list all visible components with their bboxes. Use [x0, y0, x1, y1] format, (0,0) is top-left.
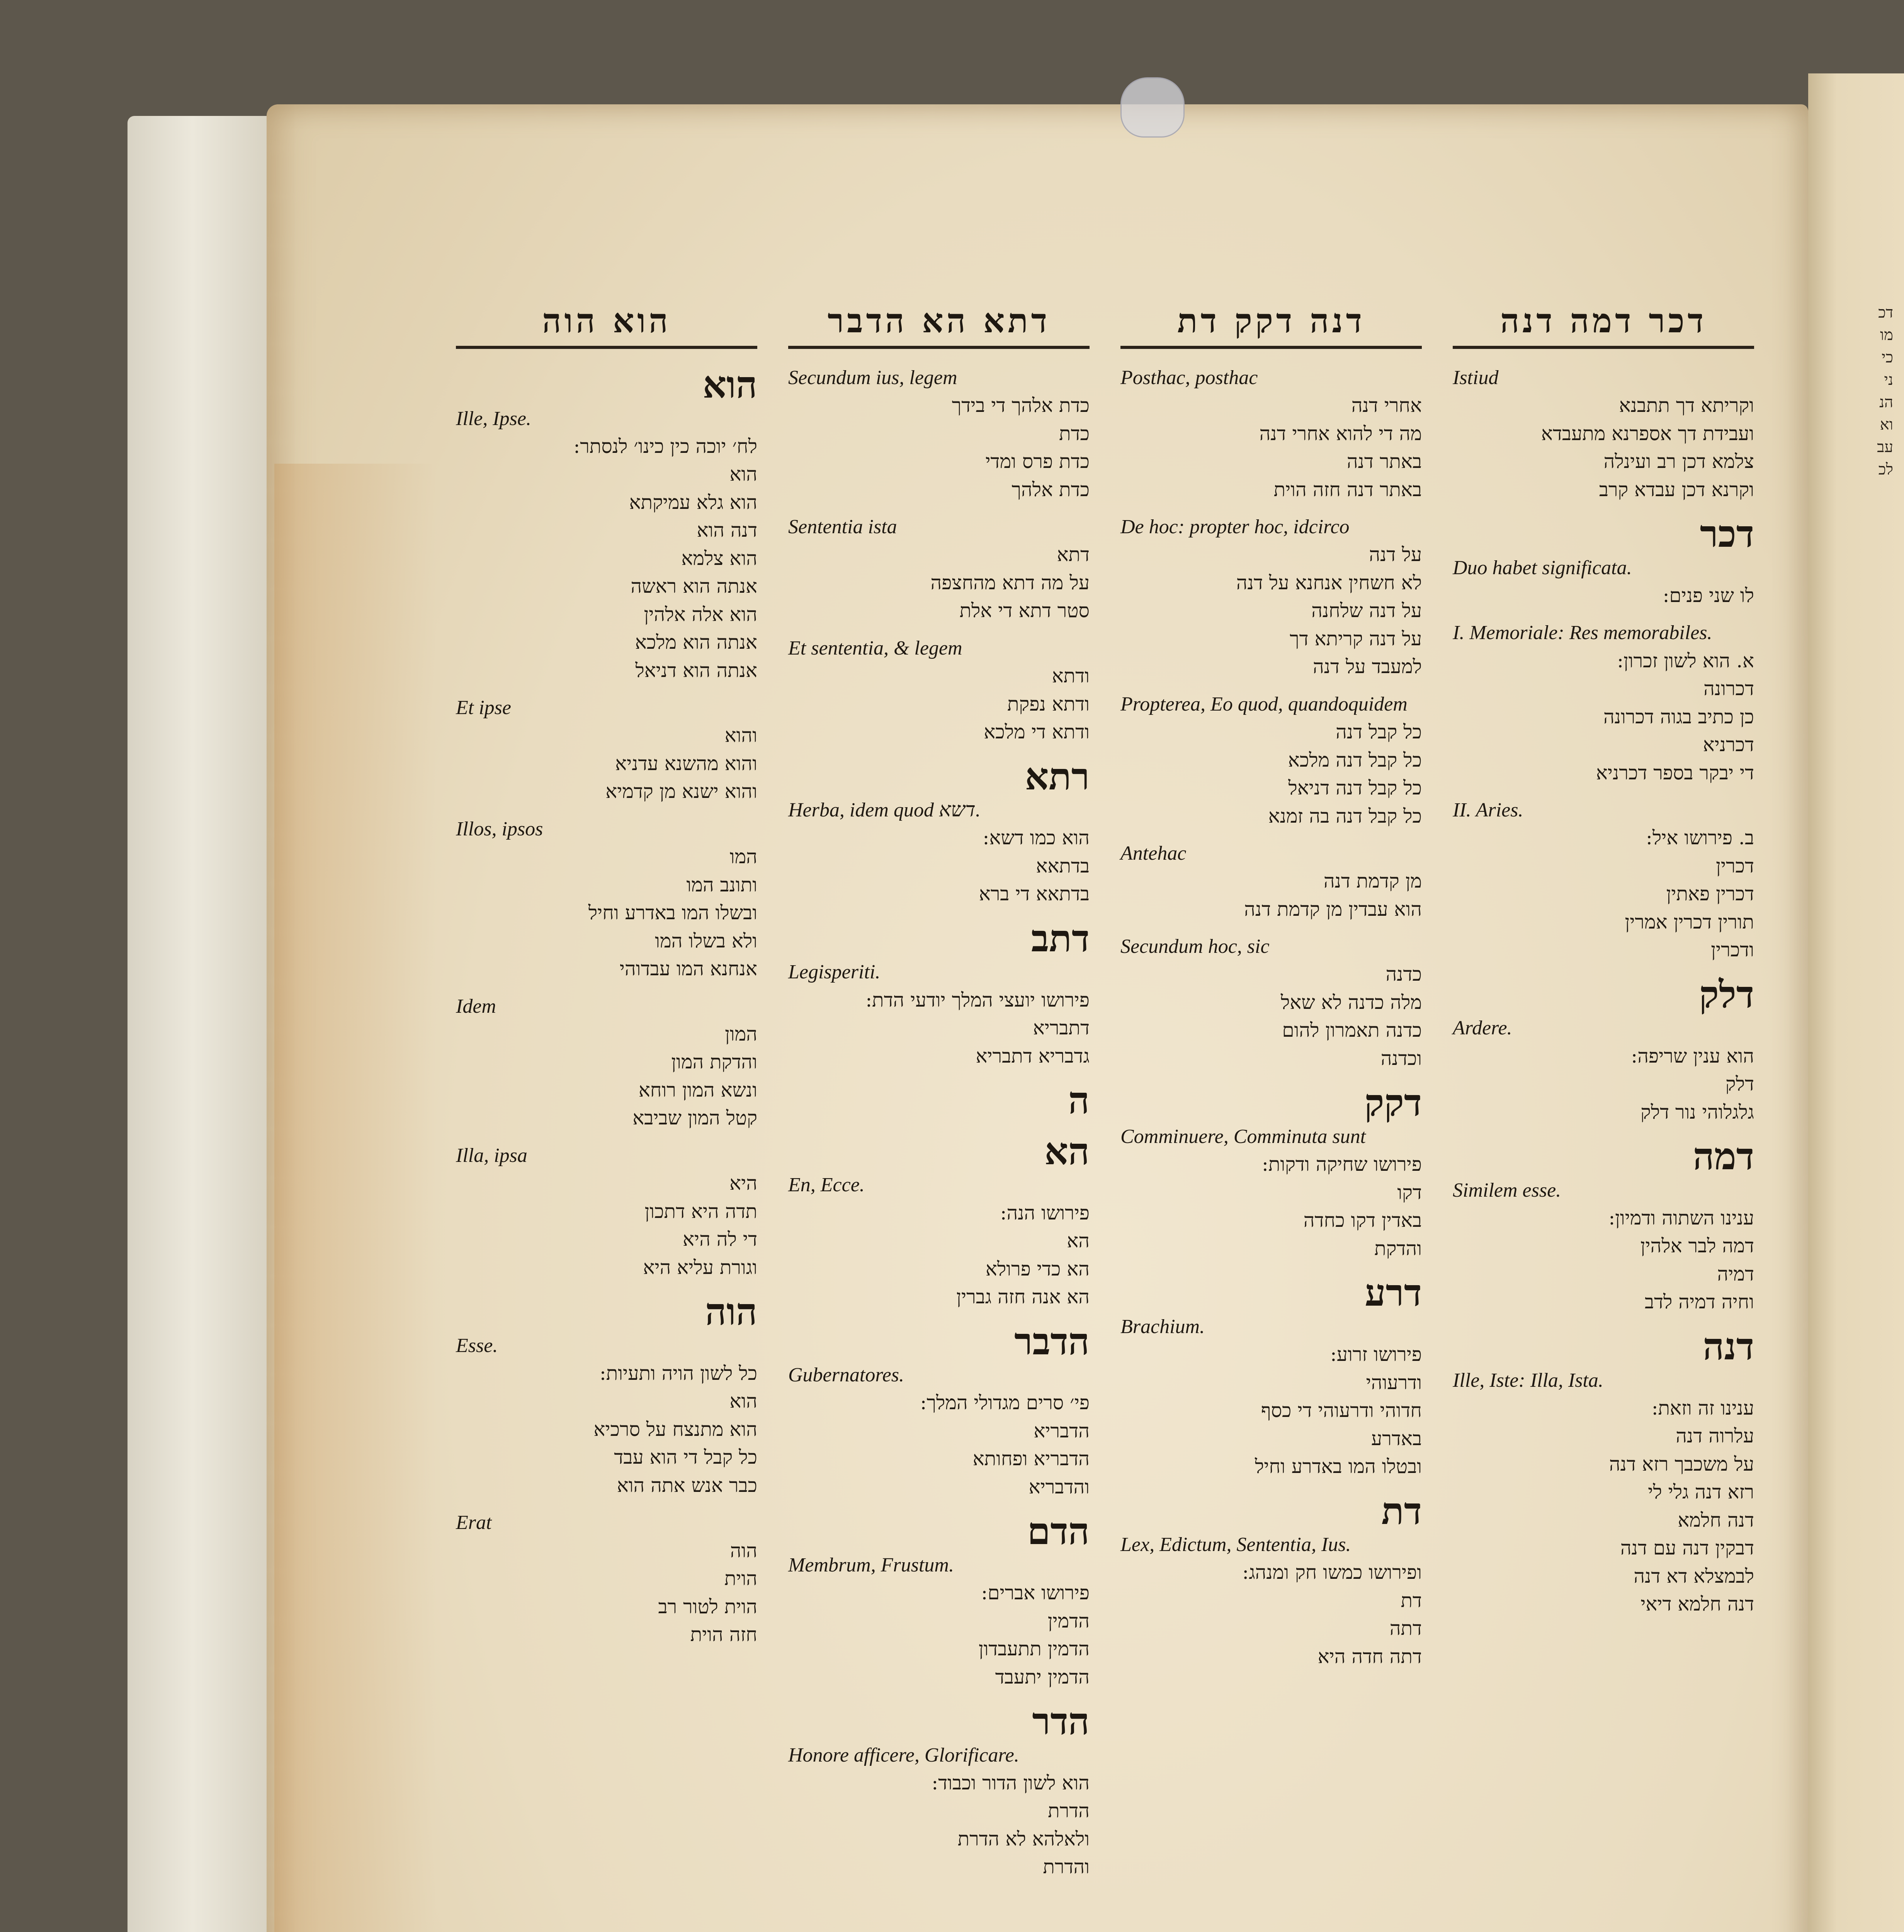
entry-line: פירושו אברים:	[981, 1582, 1090, 1604]
entry-line: תדה היא דתכון	[644, 1200, 757, 1223]
dictionary-entry	[788, 1080, 1090, 1121]
latin-gloss: Erat	[456, 1512, 492, 1534]
entry-line: דכרין פאתין	[1666, 883, 1754, 905]
entry-line: ובטלו המו באדרע וחיל	[1255, 1455, 1422, 1478]
entry-line: באדרע	[1371, 1427, 1422, 1450]
entry-line: כל לשון הויה ותעיות:	[599, 1362, 757, 1384]
entry-line: כבר אנש אתה הוא	[617, 1474, 757, 1497]
dictionary-entry	[788, 756, 1090, 908]
entry-line: הא אנה חזה גברין	[956, 1286, 1090, 1308]
facing-line: הנ	[1879, 393, 1893, 411]
latin-gloss: II. Aries.	[1453, 799, 1523, 821]
entry-line: קטל המון שביבא	[632, 1107, 757, 1129]
entry-line: אנתה הוא ראשה	[631, 575, 757, 598]
entry-line: דמה לבר אלהין	[1640, 1235, 1754, 1257]
entry-line: כל קבל דנה בה זמנא	[1268, 804, 1422, 827]
facing-line: וא	[1880, 416, 1893, 434]
latin-gloss: Istiud	[1453, 367, 1499, 389]
entry-line: בדתאא די ברא	[979, 883, 1090, 905]
entry-line: ענינו השתוה ודמיון:	[1608, 1206, 1754, 1229]
entry-line: וגורת עליא היא	[643, 1256, 757, 1279]
headword: דמה	[1693, 1134, 1754, 1179]
latin-gloss: Lex, Edictum, Sententia, Ius.	[1120, 1534, 1351, 1556]
latin-gloss: Sententia ista	[788, 516, 897, 538]
dictionary-entry	[1120, 933, 1422, 1072]
entry-line: פירושו שחיקה ודקות:	[1262, 1153, 1422, 1176]
dictionary-entry	[1453, 364, 1754, 503]
entry-line: באתר דנה	[1346, 450, 1422, 473]
entry-line: דלק	[1725, 1073, 1754, 1095]
entry-line: למעבד על דנה	[1312, 655, 1422, 678]
entry-line: סטר דתא די אלת	[959, 599, 1090, 622]
latin-gloss: Duo habet significata.	[1453, 556, 1632, 579]
entry-line: על דנה שלחנה	[1311, 599, 1422, 622]
entry-line: לבמצלא דא דנה	[1634, 1565, 1754, 1587]
latin-gloss: Illos, ipsos	[456, 818, 543, 840]
latin-gloss: Idem	[456, 995, 496, 1017]
dictionary-entry	[788, 1701, 1090, 1881]
entry-line: דתה	[1389, 1617, 1422, 1640]
entry-line: ולאלהא לא הדרת	[957, 1827, 1090, 1850]
entry-line: כל קבל דנה מלכא	[1288, 748, 1422, 771]
dictionary-entry	[788, 514, 1090, 625]
latin-gloss: Ardere.	[1453, 1017, 1512, 1039]
entry-line: דנה חלמא	[1678, 1509, 1754, 1531]
entry-line: וכדנה	[1380, 1047, 1422, 1070]
entry-line: הוא מתנצח על סרכיא	[593, 1418, 757, 1440]
entry-line: אנתה הוא מלכא	[635, 631, 757, 654]
entry-line: פירושו זרוע:	[1330, 1343, 1422, 1366]
column-header: דכר דמה דנה	[1453, 301, 1754, 349]
column-header: דנה דקק דת	[1120, 301, 1422, 349]
latin-gloss: Antehac	[1120, 842, 1187, 865]
entry-line: לא חשחין אנחנא על דנה	[1236, 571, 1422, 594]
dictionary-entry	[1120, 691, 1422, 830]
column-header: דתא הא הדבר	[788, 301, 1090, 349]
entry-line: כדת אלהך די בידך	[952, 394, 1090, 417]
page-stain	[274, 464, 437, 1932]
column-1	[1453, 301, 1754, 1932]
latin-gloss: Esse.	[456, 1334, 498, 1357]
entry-line: א. הוא לשון זכרון:	[1617, 649, 1754, 672]
entry-line: דנה הוא	[697, 519, 757, 542]
dictionary-entry	[1453, 797, 1754, 964]
facing-line: ני	[1884, 371, 1893, 389]
entry-line: המון	[725, 1022, 757, 1045]
latin-gloss: Brachium.	[1120, 1315, 1205, 1338]
entry-line: הא	[1067, 1230, 1090, 1252]
facing-line: עב	[1877, 438, 1893, 456]
entry-line: באתר דנה חזה הוית	[1273, 478, 1422, 501]
dictionary-entry	[788, 635, 1090, 746]
entry-line: וקריתא דך תתבנא	[1619, 394, 1754, 417]
latin-gloss: Et ipse	[456, 697, 511, 719]
entry-line: כל קבל דנה דניאל	[1288, 777, 1422, 799]
entry-line: גלגלוהי נור דלק	[1640, 1100, 1754, 1123]
latin-gloss: Similem esse.	[1453, 1179, 1561, 1201]
latin-gloss: Propterea, Eo quod, quandoquidem	[1120, 693, 1408, 715]
entry-line: והוא מהשנא עדניא	[615, 752, 757, 775]
top-clip-icon	[1120, 77, 1185, 138]
entry-line: כל קבל די הוא עבד	[614, 1446, 757, 1469]
entry-line: הדמין יתעבד	[995, 1665, 1090, 1688]
latin-gloss: Secundum ius, legem	[788, 367, 957, 389]
entry-line: ודתא נפקת	[1007, 692, 1090, 715]
entry-line: פי׳ סרים מגדולי המלך:	[920, 1391, 1090, 1414]
headword: דקק	[1364, 1081, 1422, 1125]
entry-line: על דנה	[1369, 543, 1422, 566]
entry-line: מה די להוא אחרי דנה	[1259, 422, 1422, 445]
entry-line: והדרת	[1043, 1855, 1090, 1878]
latin-gloss: Et sententia, & legem	[788, 637, 962, 659]
entry-line: ולא בשלו המו	[655, 929, 757, 952]
latin-gloss: Comminuere, Comminuta sunt	[1120, 1126, 1366, 1148]
latin-gloss: En, Ecce.	[788, 1174, 865, 1196]
facing-line: דכ	[1878, 304, 1893, 321]
entry-line: דקו	[1397, 1181, 1422, 1204]
entry-line: די לה היא	[683, 1228, 757, 1251]
entry-line: דמיה	[1717, 1262, 1754, 1285]
entry-line: דת	[1401, 1589, 1422, 1612]
facing-line: מו	[1880, 326, 1893, 344]
entry-line: כדת	[1059, 422, 1090, 445]
dictionary-entry	[1453, 1326, 1754, 1618]
entry-line: באדין דקו כחדה	[1303, 1209, 1422, 1232]
column-2	[1120, 301, 1422, 1932]
latin-gloss: Herba, idem quod דשא.	[788, 799, 981, 821]
entry-line: היא	[729, 1172, 757, 1195]
headword: הוה	[705, 1290, 757, 1334]
latin-gloss: Secundum hoc, sic	[1120, 935, 1270, 958]
entry-line: דבקין דנה עם דנה	[1620, 1537, 1754, 1560]
entry-line: ודכרין	[1711, 939, 1754, 961]
dictionary-entry	[1120, 1082, 1422, 1262]
entry-line: ודתא די מלכא	[984, 721, 1090, 743]
dictionary-entry	[456, 364, 757, 684]
dictionary-entry	[788, 1131, 1090, 1311]
entry-line: והדקת המון	[671, 1051, 757, 1073]
latin-gloss: Ille, Ipse.	[456, 407, 531, 430]
entry-line: דתה חדה היא	[1318, 1645, 1422, 1668]
latin-gloss: Gubernatores.	[788, 1364, 904, 1386]
entry-line: פירושו יועצי המלך יודעי הדת:	[865, 988, 1090, 1011]
entry-line: הוית	[724, 1567, 757, 1590]
entry-line: הוא גלא עמיקתא	[629, 491, 757, 514]
entry-line: ונשא המון רוחא	[638, 1078, 757, 1101]
entry-line: דתבריא	[1033, 1017, 1090, 1039]
headword: דתב	[1031, 916, 1090, 960]
headword: דרע	[1365, 1271, 1422, 1315]
headword: הא	[1044, 1129, 1090, 1173]
entry-line: הוית לטור רב	[658, 1595, 757, 1618]
entry-line: הוא אלה אלהין	[644, 603, 757, 626]
entry-line: והדקת	[1374, 1237, 1422, 1260]
headword: ה	[1068, 1078, 1090, 1122]
entry-line: ענינו זה וזאת:	[1651, 1396, 1754, 1419]
facing-line: לכ	[1878, 461, 1893, 478]
entry-line: אחרי דנה	[1351, 394, 1422, 417]
dictionary-entry	[788, 1511, 1090, 1691]
book-cover-edge	[128, 116, 290, 1932]
dictionary-entry	[456, 1142, 757, 1281]
entry-line: לח׳ יוכה כין כינו׳ לנסתר:	[573, 435, 757, 457]
entry-line: כל קבל דנה	[1336, 721, 1422, 743]
entry-line: תורין דכרין אמרין	[1625, 910, 1754, 933]
entry-line: חדוהי ודרעוהי די כסף	[1261, 1399, 1422, 1422]
entry-line: על דנה קריתא דך	[1290, 627, 1422, 650]
dictionary-entry	[456, 1509, 757, 1648]
headword: הוא	[702, 363, 757, 406]
entry-line: וחיה דמיה לדב	[1644, 1291, 1754, 1313]
column-header: הוא הוה	[456, 301, 757, 349]
dictionary-entry	[456, 816, 757, 983]
dictionary-entry	[456, 694, 757, 806]
dictionary-entry	[788, 364, 1090, 503]
latin-gloss: De hoc: propter hoc, idcirco	[1120, 516, 1350, 538]
latin-gloss: Honore afficere, Glorificare.	[788, 1744, 1019, 1766]
entry-line: כן כתיב בגוה דכרונה	[1603, 705, 1754, 728]
entry-line: הא כדי פרולא	[985, 1257, 1090, 1280]
entry-line: והוא ישנא מן קדמיא	[605, 780, 757, 803]
entry-line: דתא	[1057, 543, 1090, 566]
dictionary-entry	[1120, 1491, 1422, 1671]
dictionary-entry	[1120, 514, 1422, 681]
entry-line: דכרונה	[1703, 677, 1754, 700]
dictionary-entry	[456, 993, 757, 1132]
dictionary-entry	[788, 918, 1090, 1070]
latin-gloss: Legisperiti.	[788, 961, 881, 983]
entry-line: כדנה	[1386, 963, 1422, 986]
entry-line: דכרניא	[1703, 733, 1754, 756]
facing-page-text	[1816, 301, 1893, 1932]
entry-line: הדמין תתעבדון	[978, 1638, 1090, 1660]
entry-line: עלרוה דנה	[1676, 1425, 1754, 1447]
entry-line: מן קדמת דנה	[1323, 870, 1422, 893]
entry-line: ב. פירושו איל:	[1646, 827, 1754, 849]
entry-line: כדת אלהך	[1012, 478, 1090, 501]
entry-line: והוא	[724, 724, 757, 747]
entry-line: ותונב המו	[686, 873, 757, 896]
entry-line: כדת פרס ומדי	[985, 450, 1090, 473]
latin-gloss: Ille, Iste: Illa, Ista.	[1453, 1369, 1603, 1391]
entry-line: לו שני פנים:	[1663, 584, 1754, 607]
dictionary-entry	[1120, 364, 1422, 503]
entry-line: הדבריא ופחותא	[972, 1447, 1090, 1470]
entry-line: מלה כדנה לא שאל	[1280, 991, 1422, 1014]
entry-line: ובשלו המו באדרע וחיל	[588, 901, 757, 924]
entry-line: ודרעוהי	[1366, 1371, 1422, 1394]
entry-line: והדבריא	[1028, 1475, 1090, 1498]
entry-line: אנחנא המו עבדוהי	[619, 957, 757, 980]
entry-line: ופירושו כמשו חק ומנהג:	[1242, 1561, 1422, 1584]
dictionary-entry	[1120, 1272, 1422, 1480]
dictionary-entry	[1120, 840, 1422, 923]
entry-line: רזא דנה גלי לי	[1648, 1481, 1754, 1503]
entry-line: חזה הוית	[690, 1623, 757, 1646]
column-3	[788, 301, 1090, 1932]
headword: הדם	[1027, 1509, 1090, 1553]
latin-gloss: Membrum, Frustum.	[788, 1554, 954, 1576]
entry-line: בדתאא	[1036, 854, 1090, 877]
latin-gloss: Posthac, posthac	[1120, 367, 1258, 389]
dictionary-entry	[1453, 1136, 1754, 1316]
entry-line: ודתא	[1052, 665, 1090, 687]
entry-line: כדנה תאמרון להום	[1282, 1019, 1422, 1042]
entry-line: פירושו הנה:	[1000, 1201, 1090, 1224]
entry-line: הדבריא	[1034, 1419, 1090, 1442]
headword: הדבר	[1014, 1319, 1090, 1363]
dictionary-entry	[1453, 514, 1754, 609]
dictionary-entry	[1453, 974, 1754, 1126]
entry-line: הדמין	[1047, 1609, 1090, 1632]
entry-line: דכרין	[1716, 854, 1754, 877]
entry-line: הוא צלמא	[681, 547, 757, 570]
column-4	[456, 301, 757, 1932]
dictionary-entry	[1453, 619, 1754, 787]
entry-line: הוה	[730, 1539, 757, 1562]
entry-line: על משכבך רזא דנה	[1609, 1452, 1754, 1475]
headword: דלק	[1699, 972, 1754, 1016]
headword: רתא	[1025, 754, 1090, 798]
entry-line: דנה חלמא דיאי	[1640, 1593, 1754, 1616]
entry-line: הוא	[729, 463, 757, 486]
entry-line: גדבריא דתבריא	[976, 1044, 1090, 1067]
entry-line: המו	[729, 845, 757, 868]
latin-gloss: Illa, ipsa	[456, 1144, 527, 1167]
entry-line: ועבידת דך אספרנא מתעבדא	[1541, 422, 1754, 445]
entry-line: הוא ענין שריפה:	[1631, 1044, 1754, 1067]
entry-line: הוא עבדין מן קדמת דנה	[1244, 898, 1422, 920]
entry-line: וקרנא דכן עבדא קרב	[1599, 478, 1754, 501]
entry-line: הוא לשון הדור וכבוד:	[932, 1771, 1090, 1794]
entry-line: הוא כמו דשא:	[983, 827, 1090, 849]
entry-line: אנתה הוא דניאל	[635, 659, 757, 682]
dictionary-entry	[456, 1291, 757, 1499]
headword: הדר	[1032, 1699, 1090, 1743]
headword: דנה	[1703, 1324, 1754, 1368]
entry-line: צלמא דכן רב ועינלה	[1603, 450, 1754, 473]
entry-line: הדרת	[1048, 1799, 1090, 1822]
latin-gloss: I. Memoriale: Res memorabiles.	[1453, 622, 1712, 644]
headword: דכר	[1700, 512, 1754, 556]
entry-line: על מה דתא מהחצפה	[930, 571, 1090, 594]
entry-line: הוא	[729, 1390, 757, 1413]
facing-line: כי	[1881, 349, 1893, 366]
entry-line: די יבקר בספר דכרניא	[1596, 761, 1754, 784]
headword: דת	[1381, 1489, 1422, 1533]
dictionary-entry	[788, 1321, 1090, 1501]
